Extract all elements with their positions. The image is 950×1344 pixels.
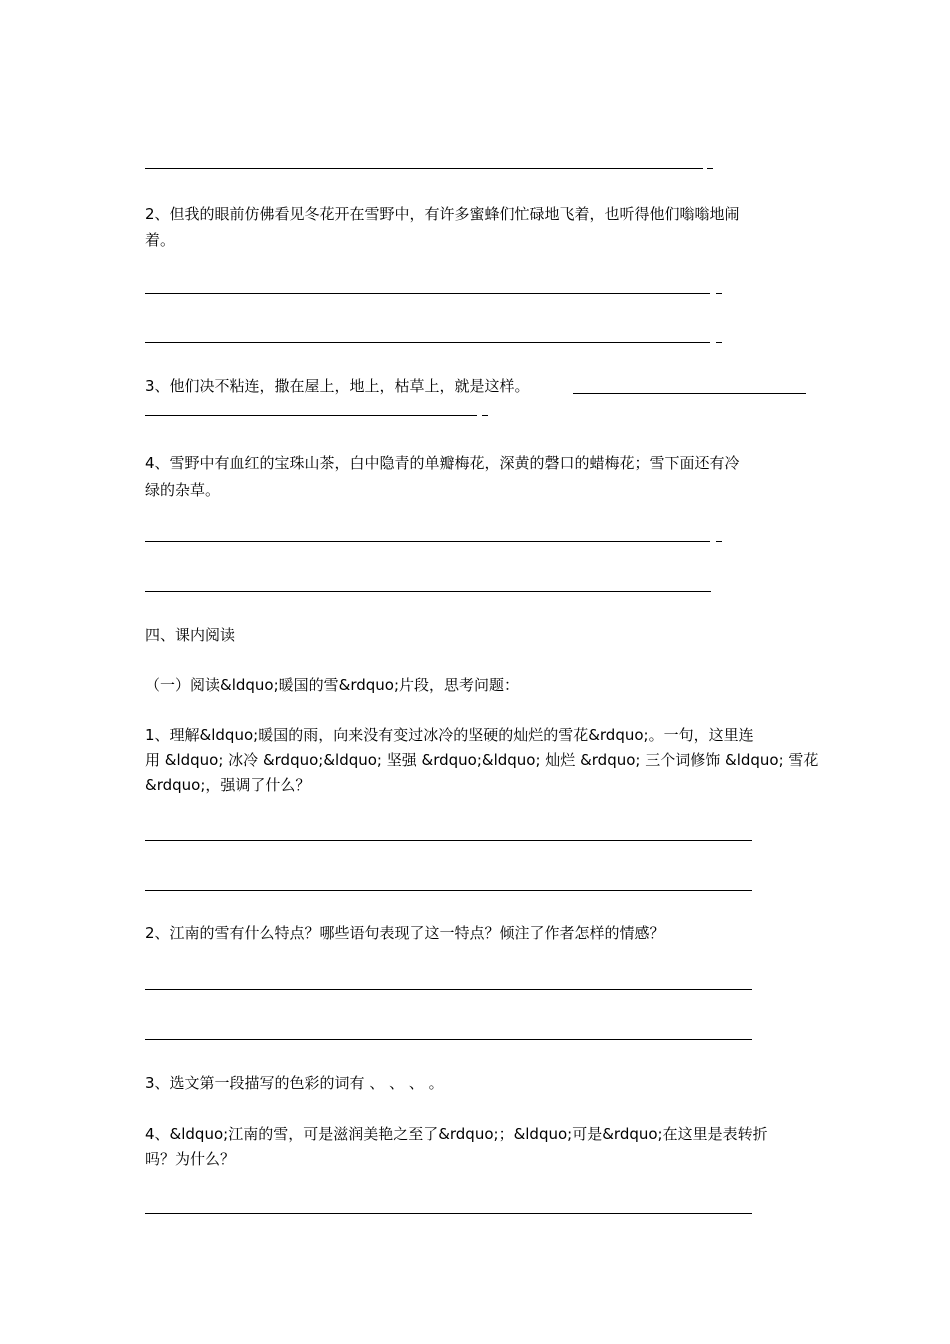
item2-text-line2: 着。 <box>145 231 176 249</box>
q4-text-line2: 吗？为什么？ <box>145 1150 236 1168</box>
section-heading: 四、课内阅读 <box>145 626 236 644</box>
answer-line[interactable] <box>145 293 710 294</box>
q3-text: 3、选文第一段描写的色彩的词有 、 、 、 。 <box>145 1074 444 1092</box>
answer-line-tick <box>716 342 722 343</box>
answer-line[interactable] <box>145 591 711 592</box>
item4-text-line1: 4、雪野中有血红的宝珠山茶，白中隐青的单瓣梅花，深黄的磬口的蜡梅花；雪下面还有冷 <box>145 454 740 472</box>
answer-line[interactable] <box>145 415 477 416</box>
q1-text-line3: &rdquo;，强调了什么？ <box>145 776 311 794</box>
answer-line-tick <box>716 541 722 542</box>
q1-text-line2: 用 &ldquo; 冰冷 &rdquo;&ldquo; 坚强 &rdquo;&ldquo; 灿烂 &rdquo; 三个词修饰 &ldquo; 雪花 <box>145 751 819 769</box>
q4-text-line1: 4、&ldquo;江南的雪，可是滋润美艳之至了&rdquo;；&ldquo;可是&rdquo;在这里是表转折 <box>145 1125 768 1143</box>
q2-text: 2、江南的雪有什么特点？哪些语句表现了这一特点？倾注了作者怎样的情感？ <box>145 924 665 942</box>
answer-line[interactable] <box>145 1039 752 1040</box>
answer-line[interactable] <box>145 168 703 169</box>
answer-line[interactable] <box>145 342 710 343</box>
item3-text: 3、他们决不粘连，撒在屋上，地上，枯草上，就是这样。 <box>145 377 530 395</box>
answer-line[interactable] <box>145 541 710 542</box>
item2-text-line1: 2、但我的眼前仿佛看见冬花开在雪野中，有许多蜜蜂们忙碌地飞着，也听得他们嗡嗡地闹 <box>145 205 740 223</box>
item4-text-line2: 绿的杂草。 <box>145 481 221 499</box>
answer-line[interactable] <box>145 840 752 841</box>
q1-text-line1: 1、理解&ldquo;暖国的雨，向来没有变过冰冷的坚硬的灿烂的雪花&rdquo;。一句，这里连 <box>145 726 754 744</box>
section-sub-heading: （一）阅读&ldquo;暖国的雪&rdquo;片段，思考问题： <box>145 676 520 694</box>
answer-line-tick <box>716 293 722 294</box>
answer-line[interactable] <box>145 890 752 891</box>
answer-line[interactable] <box>145 989 752 990</box>
answer-line[interactable] <box>145 1213 752 1214</box>
answer-line[interactable] <box>573 393 806 394</box>
answer-line-tick <box>707 168 713 169</box>
answer-line-tick <box>482 415 488 416</box>
